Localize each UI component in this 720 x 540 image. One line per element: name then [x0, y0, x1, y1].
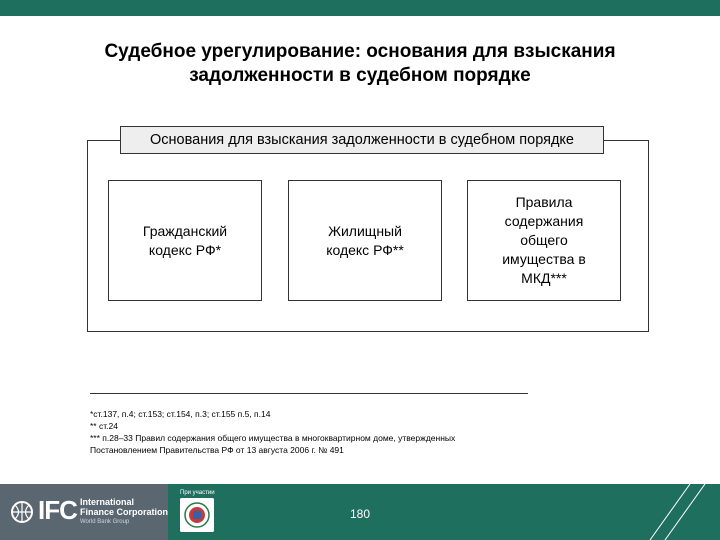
box-civil-code: [108, 180, 262, 301]
footer-accent-lines: [620, 484, 720, 540]
box-mkd-rules-line: имущества в: [502, 251, 586, 267]
top-bar: [0, 0, 720, 16]
org-line-1: International: [80, 497, 135, 507]
footnote: ** ст.24: [90, 421, 118, 431]
box-mkd-rules: [467, 180, 621, 301]
footnote: *ст.137, п.4; ст.153; ст.154, п.3; ст.155 п.5, п.14: [90, 409, 271, 419]
partner-emblem-icon: [180, 498, 214, 532]
box-mkd-rules-line: МКД***: [521, 270, 567, 286]
footnote-divider: [90, 393, 528, 394]
box-mkd-rules-line: общего: [520, 232, 568, 248]
title-line-1: Судебное урегулирование: основания для взыскания: [104, 41, 616, 62]
org-line-3: World Bank Group: [80, 519, 130, 525]
partner-label: При участии: [180, 490, 215, 496]
box-civil-code-line: Гражданский: [142, 222, 228, 239]
globe-icon: [10, 500, 40, 524]
box-housing-code-line: кодекс РФ**: [326, 241, 404, 258]
diagram-header: Основания для взыскания задолженности в судебном порядке: [120, 126, 604, 154]
ifc-logo-text: IFC: [38, 495, 77, 525]
footnote: *** п.28–33 Правил содержания общего имущества в многоквартирном доме, утвержденных: [90, 433, 456, 443]
box-mkd-rules-line: Правила: [515, 194, 573, 210]
page-number: 180: [349, 507, 371, 521]
footnote: Постановлением Правительства РФ от 13 августа 2006 г. № 491: [90, 445, 344, 455]
box-housing-code: [288, 180, 442, 301]
ifc-org-name: [80, 497, 168, 527]
box-mkd-rules-line: содержания: [504, 213, 584, 229]
org-line-2: Finance Corporation: [80, 507, 169, 517]
slide-title: [60, 40, 660, 88]
footnotes: [90, 408, 560, 456]
title-line-2: задолженности в судебном порядке: [189, 65, 531, 86]
box-housing-code-line: Жилищный: [328, 222, 402, 239]
box-civil-code-line: кодекс РФ*: [148, 241, 222, 258]
